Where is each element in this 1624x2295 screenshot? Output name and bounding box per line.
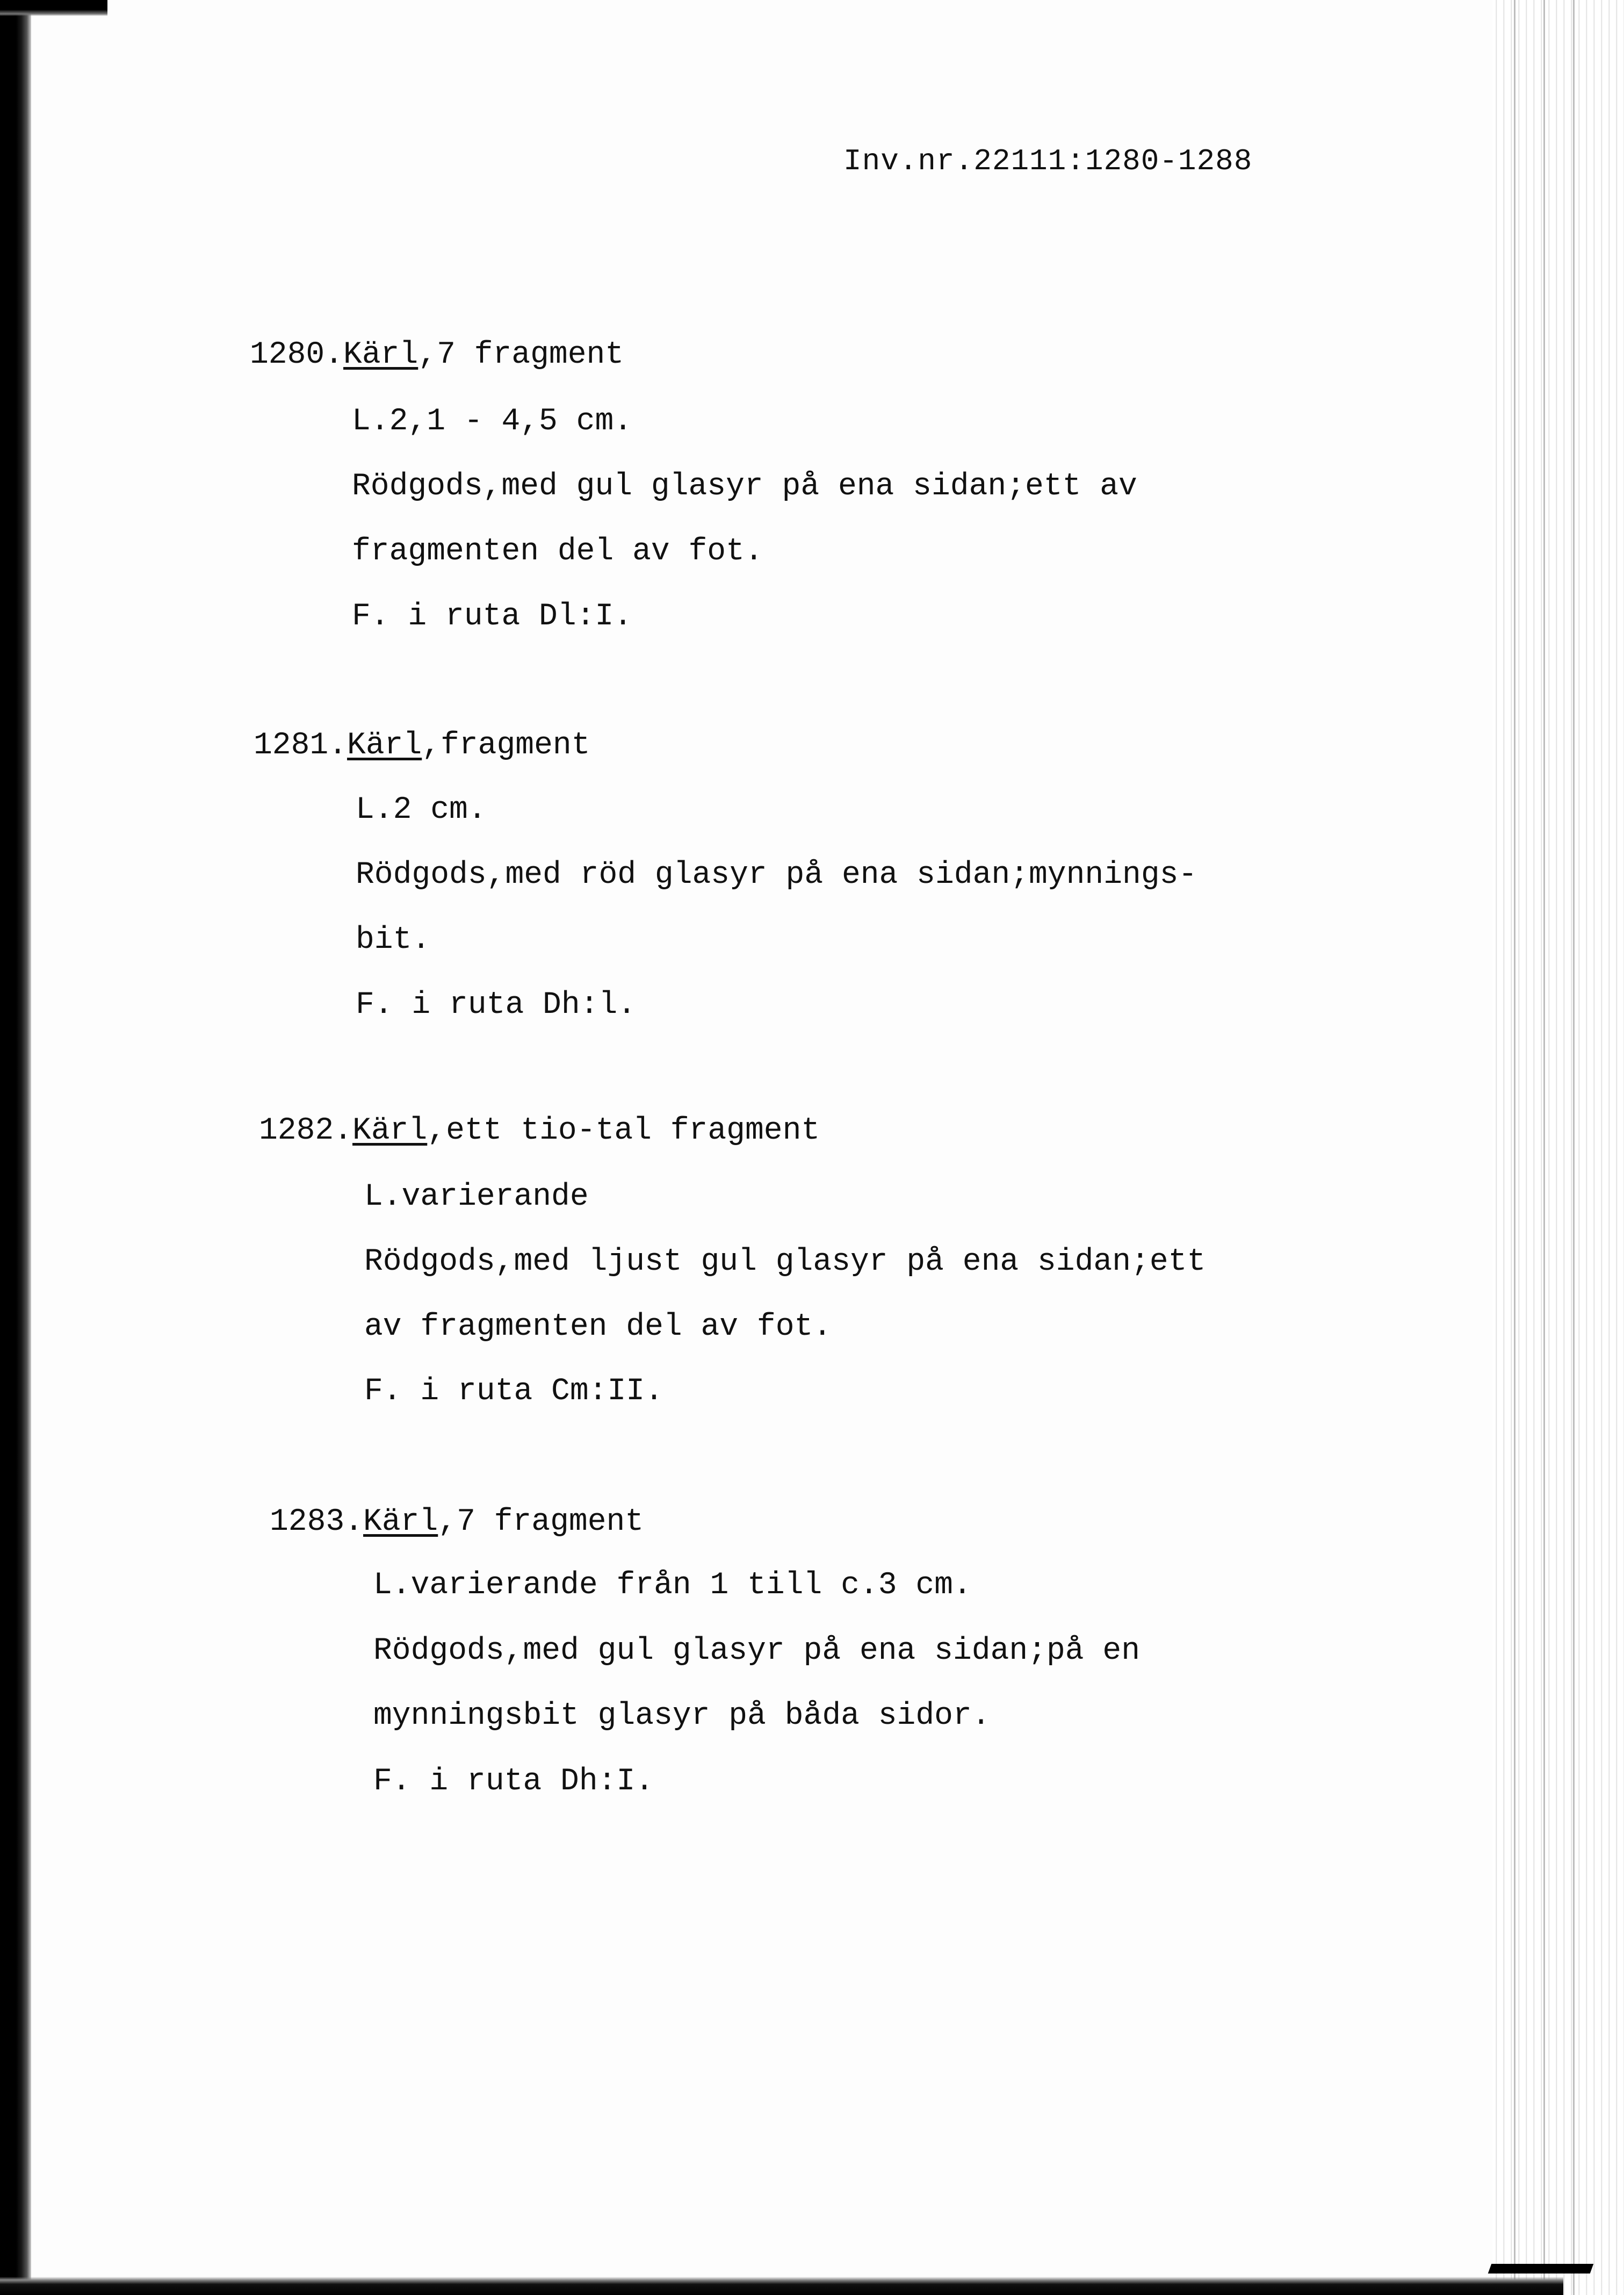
- entry-count: ,fragment: [422, 728, 590, 763]
- entry-count: ,7 fragment: [438, 1505, 644, 1539]
- entry-heading: [259, 1113, 820, 1148]
- scan-edge-top: [0, 0, 107, 16]
- entry-count: ,ett tio-tal fragment: [427, 1113, 820, 1148]
- entry-length: L.varierande från 1 till c.3 cm.: [373, 1568, 972, 1603]
- entry-description: Rödgods,med gul glasyr på ena sidan;på en: [373, 1634, 1141, 1668]
- binding-shadow: [0, 0, 31, 2295]
- entry-title: Kärl: [343, 337, 418, 372]
- entry-description: bit.: [356, 923, 431, 958]
- page-edge-line: [1514, 0, 1515, 2295]
- page-edge-line: [1543, 0, 1545, 2295]
- entry-number: 1280.: [250, 337, 344, 372]
- entry-length: L.2,1 - 4,5 cm.: [352, 404, 633, 439]
- entry-description: av fragmenten del av fot.: [364, 1310, 832, 1344]
- entry-description: fragmenten del av fot.: [352, 534, 763, 569]
- entry-heading: [254, 728, 590, 763]
- entry-length: L.2 cm.: [356, 793, 487, 828]
- entry-number: 1283.: [270, 1505, 364, 1539]
- entry-description: Rödgods,med röd glasyr på ena sidan;mynnings-: [356, 858, 1197, 893]
- entry-findspot: F. i ruta Cm:II.: [364, 1374, 663, 1409]
- entry-length: L.varierande: [364, 1179, 589, 1214]
- entry-description: Rödgods,med gul glasyr på ena sidan;ett av: [352, 469, 1137, 504]
- entry-title: Kärl: [347, 728, 422, 763]
- page-stack-edge: [1492, 0, 1624, 2295]
- entry-number: 1282.: [259, 1113, 353, 1148]
- entry-findspot: F. i ruta Dl:I.: [352, 599, 633, 634]
- inventory-number: Inv.nr.22111:1280-1288: [843, 144, 1253, 178]
- entry-heading: [250, 337, 624, 372]
- entry-description: mynningsbit glasyr på båda sidor.: [373, 1699, 991, 1733]
- entry-number: 1281.: [254, 728, 348, 763]
- scan-edge-corner: [1488, 2264, 1594, 2274]
- entry-findspot: F. i ruta Dh:l.: [356, 988, 637, 1023]
- entry-title: Kärl: [352, 1113, 428, 1148]
- scan-edge-bottom: [0, 2277, 1563, 2295]
- entry-heading: [270, 1505, 644, 1539]
- entry-count: ,7 fragment: [418, 337, 624, 372]
- entry-findspot: F. i ruta Dh:I.: [373, 1764, 654, 1799]
- entry-title: Kärl: [363, 1505, 438, 1539]
- entry-description: Rödgods,med ljust gul glasyr på ena sidan;ett: [364, 1244, 1206, 1279]
- page-edge-line: [1573, 0, 1575, 2295]
